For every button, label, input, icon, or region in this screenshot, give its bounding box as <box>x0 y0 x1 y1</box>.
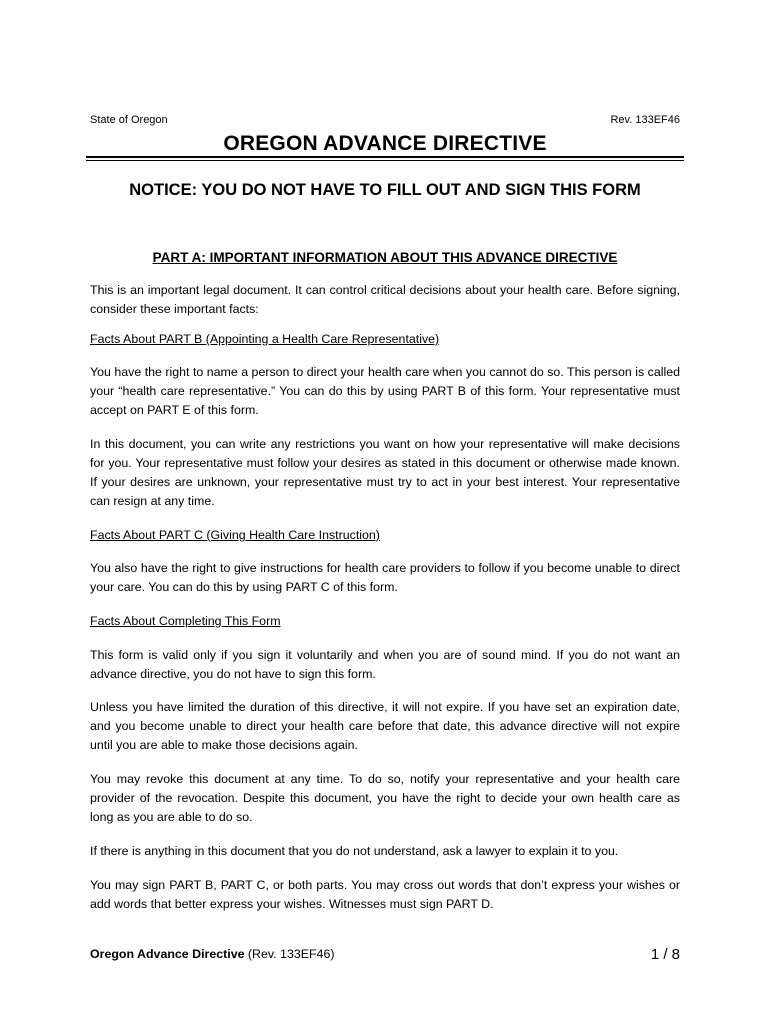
facts-part-b-paragraph-1: You have the right to name a person to direct your health care when you cannot do so. This person is called your “health care representative.” You can do this by using PART B of this form. Your representative must accept on PART E of this form. <box>90 365 680 417</box>
completing-paragraph-3: You may revoke this document at any time. To do so, notify your representative and your health care provider of the revocation. Despite this document, you have the right to decide your own health care as long as you are able to do so. <box>90 772 680 824</box>
completing-paragraph-4: If there is anything in this document that you do not understand, ask a lawyer to explain it to you. <box>90 844 619 858</box>
title-rule-thin <box>86 160 684 161</box>
facts-part-c-heading: Facts About PART C (Giving Health Care Instruction) <box>90 528 380 542</box>
footer-doc-rev: (Rev. 133EF46) <box>244 947 335 961</box>
completing-paragraph-2: Unless you have limited the duration of this directive, it will not expire. If you have set an expiration date, and you become unable to direct your health care before that date, this advance directive will not expire until you are able to make those decisions again. <box>90 700 680 752</box>
revision-label: Rev. 133EF46 <box>610 114 680 126</box>
facts-part-b-paragraph-2: In this document, you can write any restrictions you want on how your representative will make decisions for you. Your representative must follow your desires as stated in this document or otherwise made known. If your desires are unknown, your representative must try to act in your best interest. Your representative can resign at any time. <box>90 437 680 508</box>
notice-heading: NOTICE: YOU DO NOT HAVE TO FILL OUT AND SIGN THIS FORM <box>129 181 641 199</box>
document-page <box>90 0 680 1024</box>
footer-doc-name: Oregon Advance Directive <box>90 947 245 961</box>
completing-paragraph-5: You may sign PART B, PART C, or both parts. You may cross out words that don’t express your wishes or add words that better express your wishes. Witnesses must sign PART D. <box>90 878 680 911</box>
intro-paragraph: This is an important legal document. It can control critical decisions about your health care. Before signing, consider these important facts: <box>90 283 680 316</box>
completing-form-heading: Facts About Completing This Form <box>90 614 281 628</box>
facts-part-b-heading: Facts About PART B (Appointing a Health Care Representative) <box>90 332 440 346</box>
page-footer-title <box>90 947 334 961</box>
facts-part-c-paragraph-1: You also have the right to give instructions for health care providers to follow if you become unable to direct your care. You can do this by using PART C of this form. <box>90 561 680 594</box>
document-title: OREGON ADVANCE DIRECTIVE <box>223 132 547 155</box>
state-label: State of Oregon <box>90 114 168 126</box>
part-a-heading: PART A: IMPORTANT INFORMATION ABOUT THIS ADVANCE DIRECTIVE <box>152 250 618 265</box>
completing-paragraph-1: This form is valid only if you sign it voluntarily and when you are of sound mind. If you do not want an advance directive, you do not have to sign this form. <box>90 648 680 681</box>
title-rule-thick <box>86 156 684 158</box>
page-number: 1 / 8 <box>650 946 680 963</box>
